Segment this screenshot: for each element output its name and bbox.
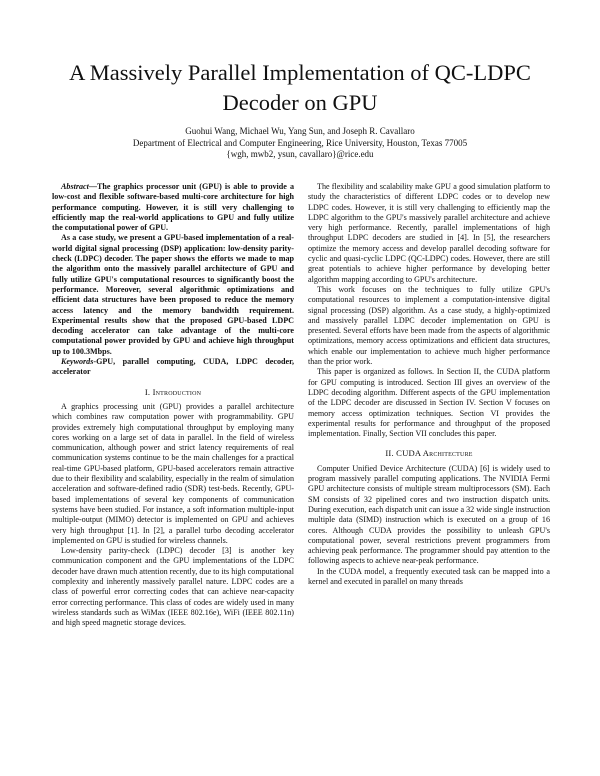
abstract-paragraph-1 — [52, 182, 294, 233]
intro-paragraph-4: This work focuses on the techniques to fully utilize GPU's computational resources to implement a computation-intensive digital signal processing (DSP) algorithm. As a case study, a highly-optimized and massively parallel LDPC decoder implementation on GPU is presented. Several efforts have been made from the aspects of algorithmic optimizations, memory access optimizations and efficient data structures, which enable our implementation to achieve much higher performance than the prior work. — [308, 284, 550, 367]
section-heading-introduction: I. Introduction — [144, 386, 202, 397]
author-emails: {wgh, mwb2, ysun, cavallaro}@rice.edu — [226, 149, 374, 159]
cuda-paragraph-2: In the CUDA model, a frequently executed task can be mapped into a kernel and executed in parallel on many threads — [308, 566, 550, 586]
author-block — [60, 126, 540, 161]
author-affiliation: Department of Electrical and Computer Engineering, Rice University, Houston, Texas 77005 — [132, 137, 468, 148]
intro-paragraph-5: This paper is organized as follows. In Section II, the CUDA platform for GPU computing is introduced. Section III gives an overview of the LDPC decoding algorithm. Different aspects of the GPU implementation of the LDPC decoder are discussed in Section IV. Section V focuses on memory access optimization techniques. Section VI provides the experimental results for performance and throughput of the proposed implementation. Finally, Section VII concludes this paper. — [308, 367, 550, 439]
paper-title: A Massively Parallel Implementation of QC-LDPC Decoder on GPU — [69, 60, 531, 115]
cuda-paragraph-1: Computer Unified Device Architecture (CUDA) [6] is widely used to program massively parallel computing applications. The NVIDIA Fermi GPU architecture consists of multiple stream multiprocessors (SM). Each SM consists of 32 pipelined cores and two instruction dispatch units. During execution, each dispatch unit can issue a 32 wide single instruction multiple data (SIMD) instruction which is executed on a group of 16 cores. Although CUDA provides the possibility to unleash GPU's computational power, several restrictions prevent programmers from achieving peak performance. The programmer should pay attention to the following aspects to achieve near-peak performance. — [308, 463, 550, 566]
author-names: Guohui Wang, Michael Wu, Yang Sun, and Joseph R. Cavallaro — [185, 126, 415, 136]
intro-paragraph-2: Low-density parity-check (LDPC) decoder [3] is another key communication component and the GPU implementations of the LDPC decoder have drawn much attention recently, due to its high computational complexity and inherently massively parallel nature. LDPC codes are a class of powerful error correcting codes that can achieve near-capacity error correcting performance. This class of codes are widely used in many wireless standards such as WiMax (IEEE 802.16e), WiFi (IEEE 802.11n) and high speed magnetic storage devices. — [52, 546, 294, 628]
keywords-paragraph — [52, 357, 294, 378]
intro-paragraph-1: A graphics processing unit (GPU) provides a parallel architecture which combines raw computation power with programmability. GPU provides extremely high computational throughput by employing many cores working on a large set of data in parallel. In the field of wireless communication, although power and strict latency requirements of real communication systems continue to be the main challenges for a practical real-time GPU-based platform, GPU-based accelerators remain attractive due to their flexibility and scalability, especially in the realm of simulation acceleration and software-defined radio (SDR) test-beds. Recently, GPU-based implementations of several key components of communication systems have been studied. For instance, a soft information multiple-input multiple-output (MIMO) detector is implemented on GPU and achieves very high throughput [1]. In [2], a parallel turbo decoding accelerator implemented on GPU is studied for wireless channels. — [52, 401, 294, 545]
abstract-text-1: —The graphics processor unit (GPU) is able to provide a low-cost and flexible software-based multi-core architecture for high performance computing. However, it is still very challenging to efficiently map the real-world applications to GPU and fully utilize the computational power of GPU. — [52, 182, 294, 233]
section-heading-cuda-architecture: II. CUDA Architecture — [385, 448, 473, 459]
abstract-paragraph-2: As a case study, we present a GPU-based implementation of a real-world digital signal processing (DSP) application: low-density parity-check (LDPC) decoder. The paper shows the efforts we made to map the algorithm onto the massively parallel architecture of GPU and fully utilize GPU's computational resources to significantly boost the performance. Moreover, several algorithmic optimizations and efficient data structures have been proposed to reduce the memory access latency and the memory bandwidth requirement. Experimental results show that the proposed GPU-based LDPC decoding accelerator can take advantage of the multi-core computational power provided by GPU and achieve high throughput up to 100.3Mbps. — [52, 233, 294, 356]
abstract-label: Abstract — [61, 182, 89, 191]
keywords-label: Keywords — [61, 357, 94, 367]
right-column — [308, 182, 550, 587]
intro-paragraph-3: The flexibility and scalability make GPU a good simulation platform to study the characteristics of different LDPC codes or to develop new LDPC codes. However, it is still very challenging to efficiently map the LDPC algorithm to the GPU's massively parallel architecture and achieve very high performance. Recently, parallel implementations of high throughput LDPC decoders are studied in [4]. In [5], the researchers optimize the memory access and develop parallel decoding software for cyclic and quasi-cyclic LDPC (QC-LDPC) codes. However, there are still great potentials to achieve higher performance by developing better algorithm mapping according to GPU's architecture. — [308, 182, 550, 284]
left-column — [52, 182, 294, 628]
keywords-text: -GPU, parallel computing, CUDA, LDPC decoder, accelerator — [52, 357, 294, 377]
